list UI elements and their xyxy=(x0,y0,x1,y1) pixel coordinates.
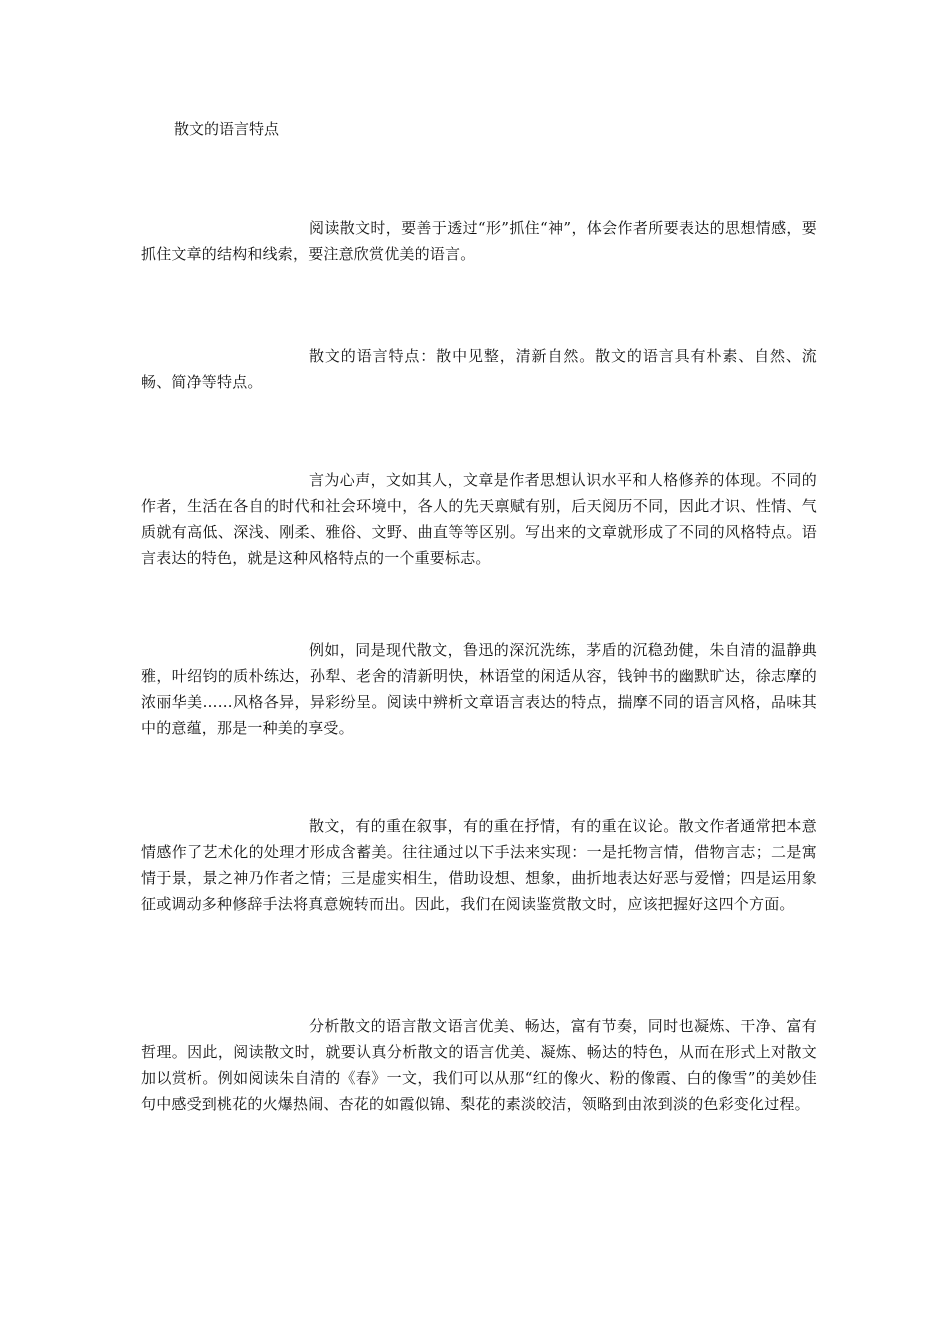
paragraph-reading-prose: 阅读散文时，要善于透过“形”抓住“神”，体会作者所要表达的思想情感，要抓住文章的结构和线索，要注意欣赏优美的语言。 xyxy=(141,219,817,263)
paragraph-techniques: 散文，有的重在叙事，有的重在抒情，有的重在议论。散文作者通常把本意情感作了艺术化的处理才形成含蓄美。往往通过以下手法来实现：一是托物言情，借物言志；二是寓情于景，景之神乃作者之情；三是虚实相生，借助设想、想象，曲折地表达好恶与爱憎；四是运用象征或调动多种修辞手法将真意婉转而出。因此，我们在阅读鉴赏散文时，应该把握好这四个方面。 xyxy=(141,817,817,913)
paragraph-analyze-language: 分析散文的语言散文语言优美、畅达，富有节奏，同时也凝炼、干净、富有哲理。因此，阅读散文时，就要认真分析散文的语言优美、凝炼、畅达的特色，从而在形式上对散文加以赏析。例如阅读朱自清的《春》一文，我们可以从那“红的像火、粉的像霞、白的像雪”的美妙佳句中感受到桃花的火爆热闹、杏花的如霞似锦、梨花的素淡皎洁，领略到由浓到淡的色彩变化过程。 xyxy=(141,1017,817,1113)
paragraph-language-features: 散文的语言特点：散中见整，清新自然。散文的语言具有朴素、自然、流畅、简净等特点。 xyxy=(141,347,817,391)
paragraph-examples-of-styles: 例如，同是现代散文，鲁迅的深沉洗练，茅盾的沉稳劲健，朱自清的温静典雅，叶绍钧的质朴练达，孙犁、老舍的清新明快，林语堂的闲适从容，钱钟书的幽默旷达，徐志摩的浓丽华美……风格各异，异彩纷呈。阅读中辨析文章语言表达的特点，揣摩不同的语言风格，品味其中的意蕴，那是一种美的享受。 xyxy=(141,641,817,737)
document-title: 散文的语言特点 xyxy=(174,120,280,138)
paragraph-style-of-author: 言为心声，文如其人，文章是作者思想认识水平和人格修养的体现。不同的作者，生活在各自的时代和社会环境中，各人的先天禀赋有别，后天阅历不同，因此才识、性情、气质就有高低、深浅、刚柔、雅俗、文野、曲直等等区别。写出来的文章就形成了不同的风格特点。语言表达的特色，就是这种风格特点的一个重要标志。 xyxy=(141,471,817,567)
